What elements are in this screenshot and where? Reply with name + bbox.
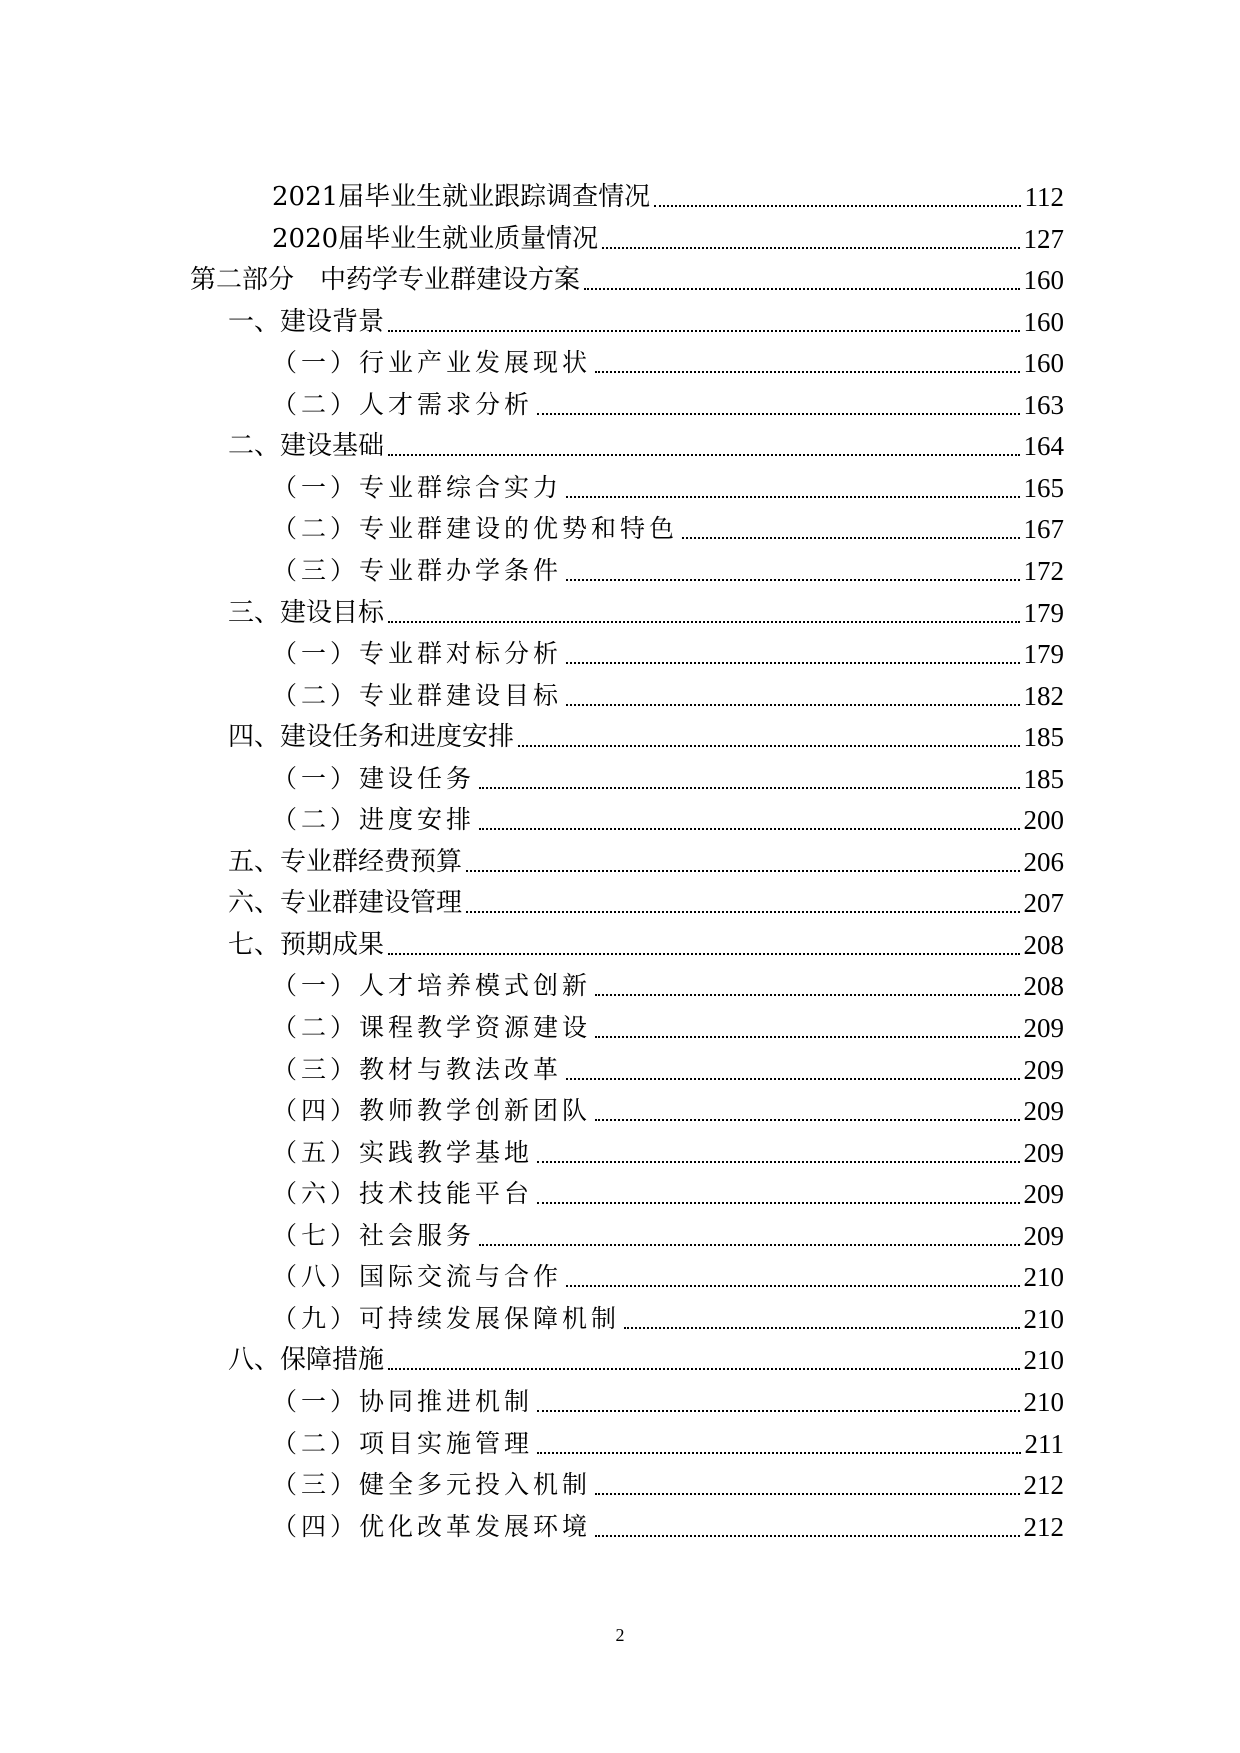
toc-entry-page: 209 [1023, 1054, 1064, 1085]
dot-leader [682, 537, 1019, 539]
toc-entry-title: 五、专业群经费预算 [228, 846, 463, 877]
toc-entry-page: 172 [1023, 555, 1064, 586]
toc-entry [228, 426, 1064, 466]
dot-leader [566, 1078, 1019, 1080]
toc-entry-title: （一）专业群综合实力 [272, 472, 563, 502]
toc-entry-title: 一、建设背景 [228, 306, 385, 337]
toc-entry-title: 2020届毕业生就业质量情况 [272, 223, 599, 254]
dot-leader [624, 1327, 1019, 1329]
dot-leader [654, 205, 1020, 207]
dot-leader [595, 1036, 1019, 1038]
toc-entry-title: （五）实践教学基地 [272, 1137, 534, 1167]
dot-leader [595, 1535, 1019, 1537]
toc-entry [272, 1216, 1064, 1256]
toc-entry [272, 1465, 1064, 1505]
toc-entry [272, 1299, 1064, 1339]
toc-entry [228, 883, 1064, 923]
toc-entry-title: （二）专业群建设的优势和特色 [272, 514, 679, 544]
toc-entry-title: （二）项目实施管理 [272, 1428, 534, 1458]
toc-entry-title: 三、建设目标 [228, 597, 385, 628]
toc-entry [272, 385, 1064, 425]
dot-leader [537, 1410, 1019, 1412]
dot-leader [537, 413, 1019, 415]
dot-leader [566, 496, 1019, 498]
toc-entry [272, 634, 1064, 674]
toc-entry-page: 112 [1024, 182, 1064, 212]
dot-leader [388, 454, 1019, 456]
toc-entry-page: 208 [1023, 929, 1064, 960]
toc-entry-title: （六）技术技能平台 [272, 1179, 534, 1209]
toc-entry-page: 207 [1023, 888, 1064, 919]
toc-entry-page: 211 [1024, 1428, 1064, 1459]
toc-entry-page: 165 [1023, 472, 1064, 503]
toc-entry [228, 925, 1064, 965]
toc-entry [272, 343, 1064, 383]
toc-entry [272, 800, 1064, 840]
dot-leader [388, 621, 1019, 623]
toc-entry-page: 212 [1023, 1470, 1064, 1501]
toc-entry-page: 210 [1023, 1345, 1064, 1376]
toc-entry-page: 209 [1023, 1013, 1064, 1043]
toc-entry-title: （四）优化改革发展环境 [272, 1511, 592, 1541]
toc-entry [228, 717, 1064, 757]
toc-entry-title: （八）国际交流与合作 [272, 1262, 563, 1292]
page-number: 2 [615, 1625, 625, 1645]
dot-leader [566, 579, 1019, 581]
dot-leader [388, 1368, 1019, 1370]
dot-leader [388, 953, 1019, 955]
dot-leader [466, 870, 1019, 872]
toc-entry [272, 468, 1064, 508]
dot-leader [595, 1119, 1019, 1121]
toc-entry-title: 六、专业群建设管理 [228, 888, 463, 919]
toc-entry-title: （七）社会服务 [272, 1220, 476, 1250]
toc-entry [272, 551, 1064, 591]
toc-entry-page: 163 [1023, 389, 1064, 420]
toc-entry [272, 1424, 1064, 1464]
toc-entry-page: 160 [1023, 265, 1064, 296]
dot-leader [388, 330, 1019, 332]
toc-entry-title: （一）协同推进机制 [272, 1386, 534, 1416]
toc-entry-page: 208 [1023, 971, 1064, 1002]
toc-entry-title: （四）教师教学创新团队 [272, 1096, 592, 1126]
toc-entry [272, 1174, 1064, 1214]
toc-entry-title: （二）人才需求分析 [272, 389, 534, 419]
toc-entry-title: （三）健全多元投入机制 [272, 1470, 592, 1500]
toc-entry-page: 209 [1023, 1220, 1064, 1251]
dot-leader [566, 704, 1019, 706]
toc-entry [272, 1133, 1064, 1173]
toc-entry-page: 185 [1023, 763, 1064, 794]
dot-leader [602, 247, 1019, 249]
toc-entry-title: （一）建设任务 [272, 763, 476, 793]
toc-entry-page: 212 [1023, 1511, 1064, 1542]
toc-entry [272, 1008, 1064, 1048]
toc-entry-title: （三）专业群办学条件 [272, 555, 563, 585]
toc-entry [228, 302, 1064, 342]
toc-entry-page: 206 [1023, 846, 1064, 877]
toc-entry-title: 七、预期成果 [228, 929, 385, 960]
toc-entry [272, 509, 1064, 549]
toc-entry-page: 185 [1023, 722, 1064, 753]
toc-entry [272, 177, 1064, 217]
toc-entry-title: （一）行业产业发展现状 [272, 348, 592, 378]
toc-entry-title: （三）教材与教法改革 [272, 1054, 563, 1084]
toc-entry-page: 160 [1023, 348, 1064, 379]
dot-leader [595, 994, 1019, 996]
toc-entry-page: 210 [1023, 1262, 1064, 1293]
toc-entry-page: 209 [1023, 1137, 1064, 1168]
toc-entry-page: 160 [1023, 306, 1064, 337]
dot-leader [566, 662, 1019, 664]
toc-entry-title: 八、保障措施 [228, 1345, 385, 1376]
toc-entry [228, 842, 1064, 882]
toc-entry [272, 966, 1064, 1006]
toc-entry-title: 2021届毕业生就业跟踪调查情况 [272, 182, 651, 212]
toc-entry-page: 127 [1023, 223, 1064, 254]
toc-entry-page: 209 [1023, 1179, 1064, 1210]
toc-entry-title: （一）专业群对标分析 [272, 639, 563, 669]
toc-entry [228, 593, 1064, 633]
dot-leader [566, 1285, 1019, 1287]
toc-entry [272, 1257, 1064, 1297]
dot-leader [537, 1452, 1020, 1454]
toc-entry-page: 209 [1023, 1096, 1064, 1127]
dot-leader [537, 1161, 1019, 1163]
dot-leader [518, 745, 1019, 747]
toc-entry-title: （九）可持续发展保障机制 [272, 1303, 621, 1333]
toc-entry-title: （一）人才培养模式创新 [272, 971, 592, 1001]
dot-leader [479, 828, 1019, 830]
dot-leader [595, 371, 1019, 373]
toc-entry-page: 182 [1023, 680, 1064, 711]
dot-leader [584, 288, 1019, 290]
toc-entry-title: （二）课程教学资源建设 [272, 1013, 592, 1042]
toc-entry [272, 1507, 1064, 1547]
toc-entry [272, 1050, 1064, 1090]
toc-entry-page: 179 [1023, 639, 1064, 670]
toc-entry-page: 167 [1023, 514, 1064, 545]
toc-entry-page: 164 [1023, 431, 1064, 462]
toc-entry [272, 219, 1064, 259]
toc-entry [272, 1091, 1064, 1131]
dot-leader [479, 1244, 1019, 1246]
dot-leader [595, 1493, 1019, 1495]
toc-entry [272, 676, 1064, 716]
dot-leader [537, 1202, 1019, 1204]
toc-entry [228, 1340, 1064, 1380]
dot-leader [466, 911, 1019, 913]
toc-entry [190, 260, 1064, 300]
toc-entry-title: 二、建设基础 [228, 431, 385, 462]
toc-entry-page: 179 [1023, 597, 1064, 628]
toc-entry-page: 210 [1023, 1386, 1064, 1417]
toc-entry-title: 第二部分 中药学专业群建设方案 [190, 265, 581, 296]
toc-entry-title: 四、建设任务和进度安排 [228, 722, 515, 753]
toc-entry-page: 200 [1023, 805, 1064, 836]
toc-entry [272, 759, 1064, 799]
toc-entry-title: （二）专业群建设目标 [272, 680, 563, 710]
toc-entry-title: （二）进度安排 [272, 805, 476, 835]
dot-leader [479, 787, 1019, 789]
toc-entry-page: 210 [1023, 1303, 1064, 1334]
toc-entry [272, 1382, 1064, 1422]
